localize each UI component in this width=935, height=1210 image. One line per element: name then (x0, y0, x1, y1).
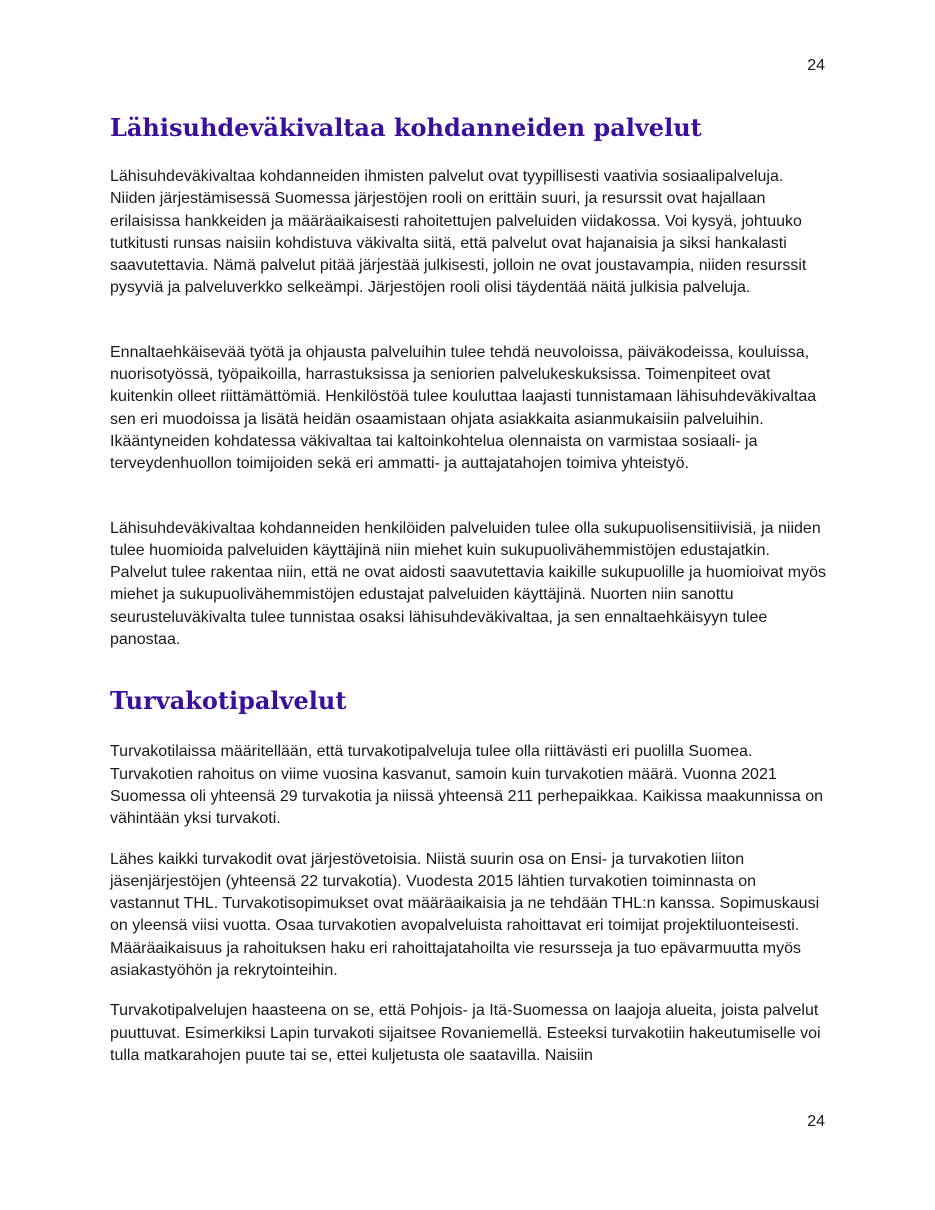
page-content (110, 110, 828, 1067)
page-number-bottom: 24 (807, 1113, 825, 1130)
paragraph: Turvakotilaissa määritellään, että turvakotipalveluja tulee olla riittävästi eri puolilla Suomea. Turvakotien rahoitus on viime vuosina kasvanut, samoin kuin turvakotien määrä. Vuonna 2021 Suomessa oli yhteensä 29 turvakotia ja niissä yhteensä 211 perhepaikkaa. Kaikissa maakunnissa on vähintään yksi turvakoti. (110, 743, 824, 828)
section-heading: Lähisuhdeväkivaltaa kohdanneiden palvelut (110, 113, 702, 142)
page-number-top: 24 (807, 57, 825, 74)
paragraph: Lähisuhdeväkivaltaa kohdanneiden ihmisten palvelut ovat tyypillisesti vaativia sosiaalipalveluja. Niiden järjestämisessä Suomessa järjestöjen rooli on erittäin suuri, ja resurssit ovat hajallaan erilaisissa hankkeiden ja määräaikaisesti rahoitettujen palveluiden viidakossa. Voi kysyä, johtuuko tutkitusti runsas naisiin kohdistuva väkivalta siitä, että palvelut ovat hajanaisia ja siksi hankalasti saavutettavia. Nämä palvelut pitää järjestää julkisesti, jolloin ne ovat joustavampia, niiden resurssit pysyviä ja palveluverkko selkeämpi. Järjestöjen rooli olisi täydentää näitä julkisia palveluja. (110, 168, 807, 297)
paragraph: Lähisuhdeväkivaltaa kohdanneiden henkilöiden palveluiden tulee olla sukupuolisensitiivisiä, ja niiden tulee huomioida palveluiden käyttäjinä niin miehet kuin sukupuolivähemmistöjen edustajatkin. Palvelut tulee rakentaa niin, että ne ovat aidosti saavutettavia kaikille sukupuolille ja huomioivat myös miehet ja sukupuolivähemmistöjen edustajat palveluiden käyttäjinä. Nuorten niin sanottu seurusteluväkivalta tulee tunnistaa osaksi lähisuhdeväkivaltaa, ja sen ennaltaehkäisyyn tulee panostaa. (110, 519, 826, 649)
section-heading: Turvakotipalvelut (110, 686, 347, 716)
paragraph: Ennaltaehkäisevää työtä ja ohjausta palveluihin tulee tehdä neuvoloissa, päiväkodeissa, kouluissa, nuorisotyössä, työpaikoilla, harrastuksissa ja seniorien palvelukeskuksissa. Toimenpiteet ovat kuitenkin olleet riittämättömiä. Henkilöstöä tulee kouluttaa laajasti tunnistamaan lähisuhdeväkivaltaa sen eri muodoissa ja lisätä heidän osaamistaan ohjata asiakkaita asianmukaisiin palveluihin. Ikääntyneiden kohdatessa väkivaltaa tai kaltoinkohtelua olennaista on varmistaa sosiaali- ja terveydenhuollon toimijoiden sekä eri ammatti- ja auttajatahojen toimiva yhteistyö. (110, 343, 817, 473)
paragraph: Turvakotipalvelujen haasteena on se, että Pohjois- ja Itä-Suomessa on laajoja alueita, joista palvelut puuttuvat. Esimerkiksi Lapin turvakoti sijaitsee Rovaniemellä. Esteeksi turvakotiin hakeutumiselle voi tulla matkarahojen puute tai se, ettei kuljetusta ole saatavilla. Naisiin (110, 1002, 821, 1064)
paragraph: Lähes kaikki turvakodit ovat järjestövetoisia. Niistä suurin osa on Ensi- ja turvakotien liiton jäsenjärjestöjen (yhteensä 22 turvakotia). Vuodesta 2015 lähtien turvakotien toiminnasta on vastannut THL. Turvakotisopimukset ovat määräaikaisia ja ne tehdään THL:n kanssa. Sopimuskausi on yleensä viisi vuotta. Osaa turvakotien avopalveluista rahoittavat eri toimijat projektiluonteisesti. Määräaikaisuus ja rahoituksen haku eri rahoittajatahoilta vie resursseja ja tuo epävarmuutta myös asiakastyöhön ja rekrytointeihin. (110, 850, 820, 980)
